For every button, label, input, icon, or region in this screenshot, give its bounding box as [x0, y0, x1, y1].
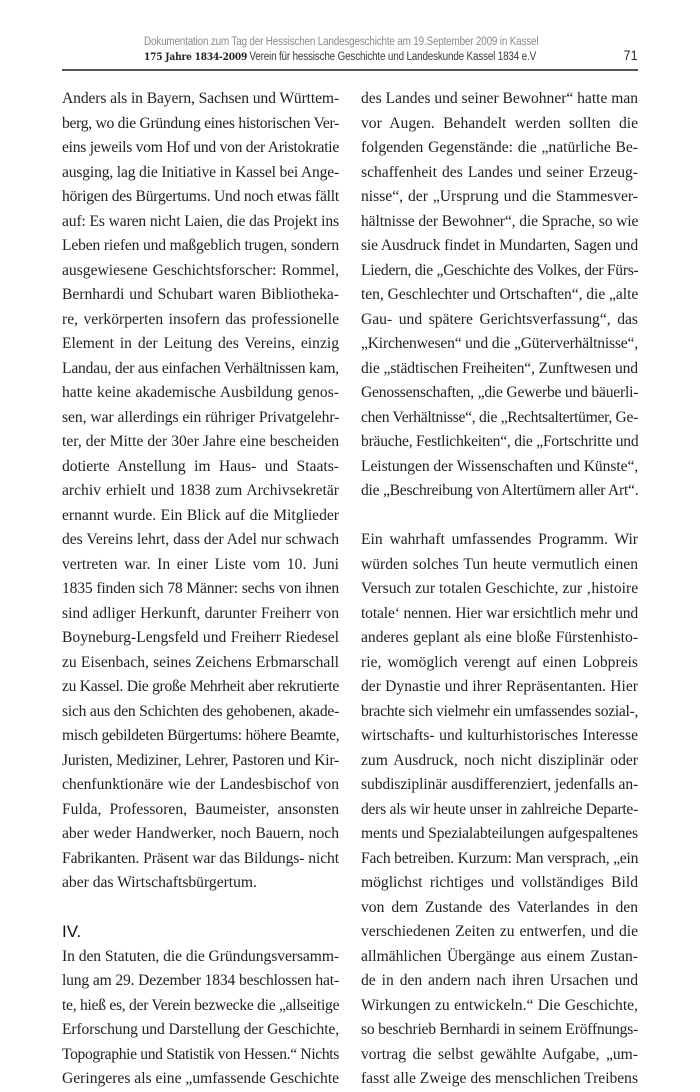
text-line: In den Statuten, die die Gründungsversamm- [62, 947, 339, 965]
text-line: ernannt wurde. Ein Blick auf die Mitglieder [62, 506, 339, 524]
text-line: sie Ausdruck findet in Mundarten, Sagen und [361, 237, 638, 254]
text-line: „Kirchenwesen“ und die „Güterverhältnisse“, [361, 335, 638, 352]
text-line: folgenden Gegenstände: die „natürliche Be- [361, 139, 638, 156]
text-line: von dem Zustande des Vaterlandes in den [361, 898, 638, 916]
text-line: chenfunktionäre wie der Landesbischof von [62, 776, 339, 793]
text-line: bräuche, Festlichkeiten“, die „Fortschritte und [361, 433, 639, 450]
text-line: ausgewiesene Geschichtsforscher: Rommel, [62, 261, 339, 279]
text-line: Liedern, die „Geschichte des Volkes, der Fürs- [361, 261, 639, 279]
text-line: dotierte Anstellung im Haus- und Staats- [62, 457, 339, 475]
text-line: des Landes und seiner Bewohner“ hatte man [361, 90, 638, 107]
text-line: so beschrieb Bernhardi in seinem Eröffnungs- [361, 1021, 638, 1038]
text-line: wirtschafts- und kulturhistorisches Interesse [361, 727, 638, 744]
right-paragraph-2 [361, 528, 638, 1092]
text-line: Ein wahrhaft umfassendes Programm. Wir [361, 531, 638, 548]
section-heading: IV. [62, 922, 82, 941]
text-line: rie, womöglich verengt auf einen Lobpreis [361, 653, 638, 671]
text-line: sich aus den Schichten des gehobenen, akade- [62, 702, 340, 720]
text-line: Bernhardi und Schubart waren Bibliotheka- [62, 286, 339, 303]
left-paragraph-1 [62, 87, 339, 896]
text-line: die „städtischen Freiheiten“, Zunftwesen und [361, 359, 638, 377]
text-line: 1835 finden sich 78 Männer: sechs von ihnen [62, 580, 339, 597]
text-line: ter, der Mitte der 30er Jahre eine bescheiden [62, 433, 339, 450]
text-line: des Vereins lehrt, dass der Adel nur schwach [62, 531, 339, 548]
text-line: Erforschung und Darstellung der Geschichte, [62, 1021, 339, 1038]
text-line: chen Verhältnisse“, die „Rechtsaltertümer, Ge- [361, 408, 638, 426]
text-line: misch gebildeten Bürgertums: höhere Beamte, [62, 727, 340, 744]
text-line: möglichst richtiges und vollständiges Bild [361, 874, 638, 891]
left-text-column [62, 87, 339, 1092]
text-line: zu Kassel. Die große Mehrheit aber rekrutierte [62, 678, 339, 695]
page-number: 71 [623, 47, 638, 63]
text-line: Anders als in Bayern, Sachsen und Württem- [62, 90, 339, 107]
text-line: Juristen, Mediziner, Lehrer, Pastoren und Kir- [62, 751, 339, 769]
text-line: Leben riefen und maßgeblich trugen, sondern [62, 237, 340, 254]
text-line: Topographie und Statistik von Hessen.“ Nichts [62, 1045, 339, 1063]
text-line: Geringeres als eine „umfassende Geschichte [62, 1070, 340, 1087]
text-line: ders als wir heute unser in zahlreiche Departe- [361, 800, 638, 818]
text-line: lung am 29. Dezember 1834 beschlossen hat- [62, 972, 339, 989]
text-line: aber das Wirtschaftsbürgertum. [62, 874, 257, 891]
text-line: Gau- und spätere Gerichtsverfassung“, das [361, 310, 638, 328]
text-line: te, hieß es, der Verein bezwecke die „allseitige [62, 996, 340, 1014]
text-line: zu Eisenbach, seines Zeichens Erbmarschall [62, 653, 339, 671]
text-line: vertreten war. In einer Liste vom 10. Juni [62, 555, 339, 573]
text-line: re, verkörperten insofern das professionelle [62, 310, 339, 328]
text-line: Genossenschaften, „die Gewerbe und bäuerli- [361, 384, 639, 401]
text-line: ten, Geschlechter und Ortschaften“, die „alte [361, 286, 639, 303]
text-line: ments und Spezialabteilungen aufgespaltenes [361, 825, 638, 842]
text-line: sen, war allerdings ein rühriger Privatgelehr- [62, 408, 340, 426]
text-line: schaffenheit des Landes und seiner Erzeug- [361, 163, 638, 181]
text-line: hältnisse der Bewohner“, die Sprache, so wie [361, 212, 639, 230]
text-line: Fulda, Professoren, Baumeister, ansonsten [62, 800, 339, 818]
text-line: Fach betreiben. Kurzum: Man versprach, „ein [361, 849, 639, 867]
text-line: Versuch zur totalen Geschichte, zur ‚histoire [361, 580, 639, 597]
text-line: vortrag die selbst gewählte Aufgabe, „um- [361, 1045, 638, 1063]
text-line: Fabrikanten. Präsent war das Bildungs- nicht [62, 849, 339, 867]
text-line: anderes geplant als eine bloße Fürstenhisto- [361, 629, 638, 646]
text-line: Leistungen der Wissenschaften und Künste“, [361, 457, 639, 475]
paragraph-spacer [62, 896, 339, 921]
text-line: berg, wo die Gründung eines historischen Ver- [62, 114, 339, 132]
text-line: Landau, der aus einfachen Verhältnissen kam, [62, 359, 339, 377]
running-header [62, 34, 638, 70]
text-line: nisse“, der „Ursprung und die Stammesver- [361, 188, 638, 205]
text-line: auf: Es waren nicht Laien, die das Projekt ins [62, 212, 339, 230]
text-line: sind adliger Herkunft, darunter Freiherr von [62, 604, 339, 622]
text-line: subdisziplinär ausdifferenziert, jedenfalls an- [361, 776, 639, 793]
text-line: zum Ausdruck, noch nicht disziplinär oder [361, 751, 638, 769]
text-line: totale‘ nennen. Hier war ersichtlich mehr und [361, 604, 638, 622]
header-publication-line: Dokumentation zum Tag der Hessischen Landesgeschichte am 19.September 2009 in Kassel [144, 36, 539, 48]
right-text-column [361, 87, 638, 1092]
text-line: de in den andern nach ihren Ursachen und [361, 972, 638, 989]
text-line: aber weder Handwerker, noch Bauern, noch [62, 825, 339, 842]
right-paragraph-1 [361, 87, 638, 504]
text-line: hatte keine akademische Ausbildung genos- [62, 384, 339, 401]
text-line: eins jeweils vom Hof und von der Aristokratie [62, 139, 339, 156]
text-line: archiv erhielt und 1838 zum Archivsekretär [62, 482, 339, 499]
text-line: ausging, lag die Initiative in Kassel bei Ange- [62, 163, 339, 181]
text-line: allmählichen Übergänge aus einem Zustan- [361, 947, 638, 965]
anniversary-emblem-text: 175 Jahre 1834-2009 [144, 51, 248, 63]
text-line: verschiedenen Zeiten zu entwerfen, und die [361, 923, 638, 940]
header-divider [62, 69, 638, 71]
text-line: die „Beschreibung von Altertümern aller Art“. [361, 482, 639, 499]
header-association-line [144, 51, 536, 63]
text-line: würden solches Tun heute vermutlich einen [361, 555, 638, 573]
text-line: hörigen des Bürgertums. Und noch etwas fällt [62, 188, 339, 205]
text-line: brachte sich vielmehr ein umfassendes sozial-, [361, 702, 639, 720]
text-line: fasst alle Zweige des menschlichen Treibens [361, 1070, 638, 1087]
left-paragraph-2 [62, 945, 339, 1092]
paragraph-spacer [361, 504, 638, 529]
text-line: der Dynastie und ihrer Repräsentanten. Hier [361, 678, 638, 695]
text-line: Element in der Leitung des Vereins, einzig [62, 335, 339, 352]
text-line: vor Augen. Behandelt werden sollten die [361, 114, 638, 132]
association-name: Verein für hessische Geschichte und Landeskunde Kassel 1834 e.V [249, 51, 536, 63]
text-line: Boyneburg-Lengsfeld und Freiherr Riedesel [62, 629, 339, 646]
text-line: Wirkungen zu entwickeln.“ Die Geschichte, [361, 996, 638, 1014]
